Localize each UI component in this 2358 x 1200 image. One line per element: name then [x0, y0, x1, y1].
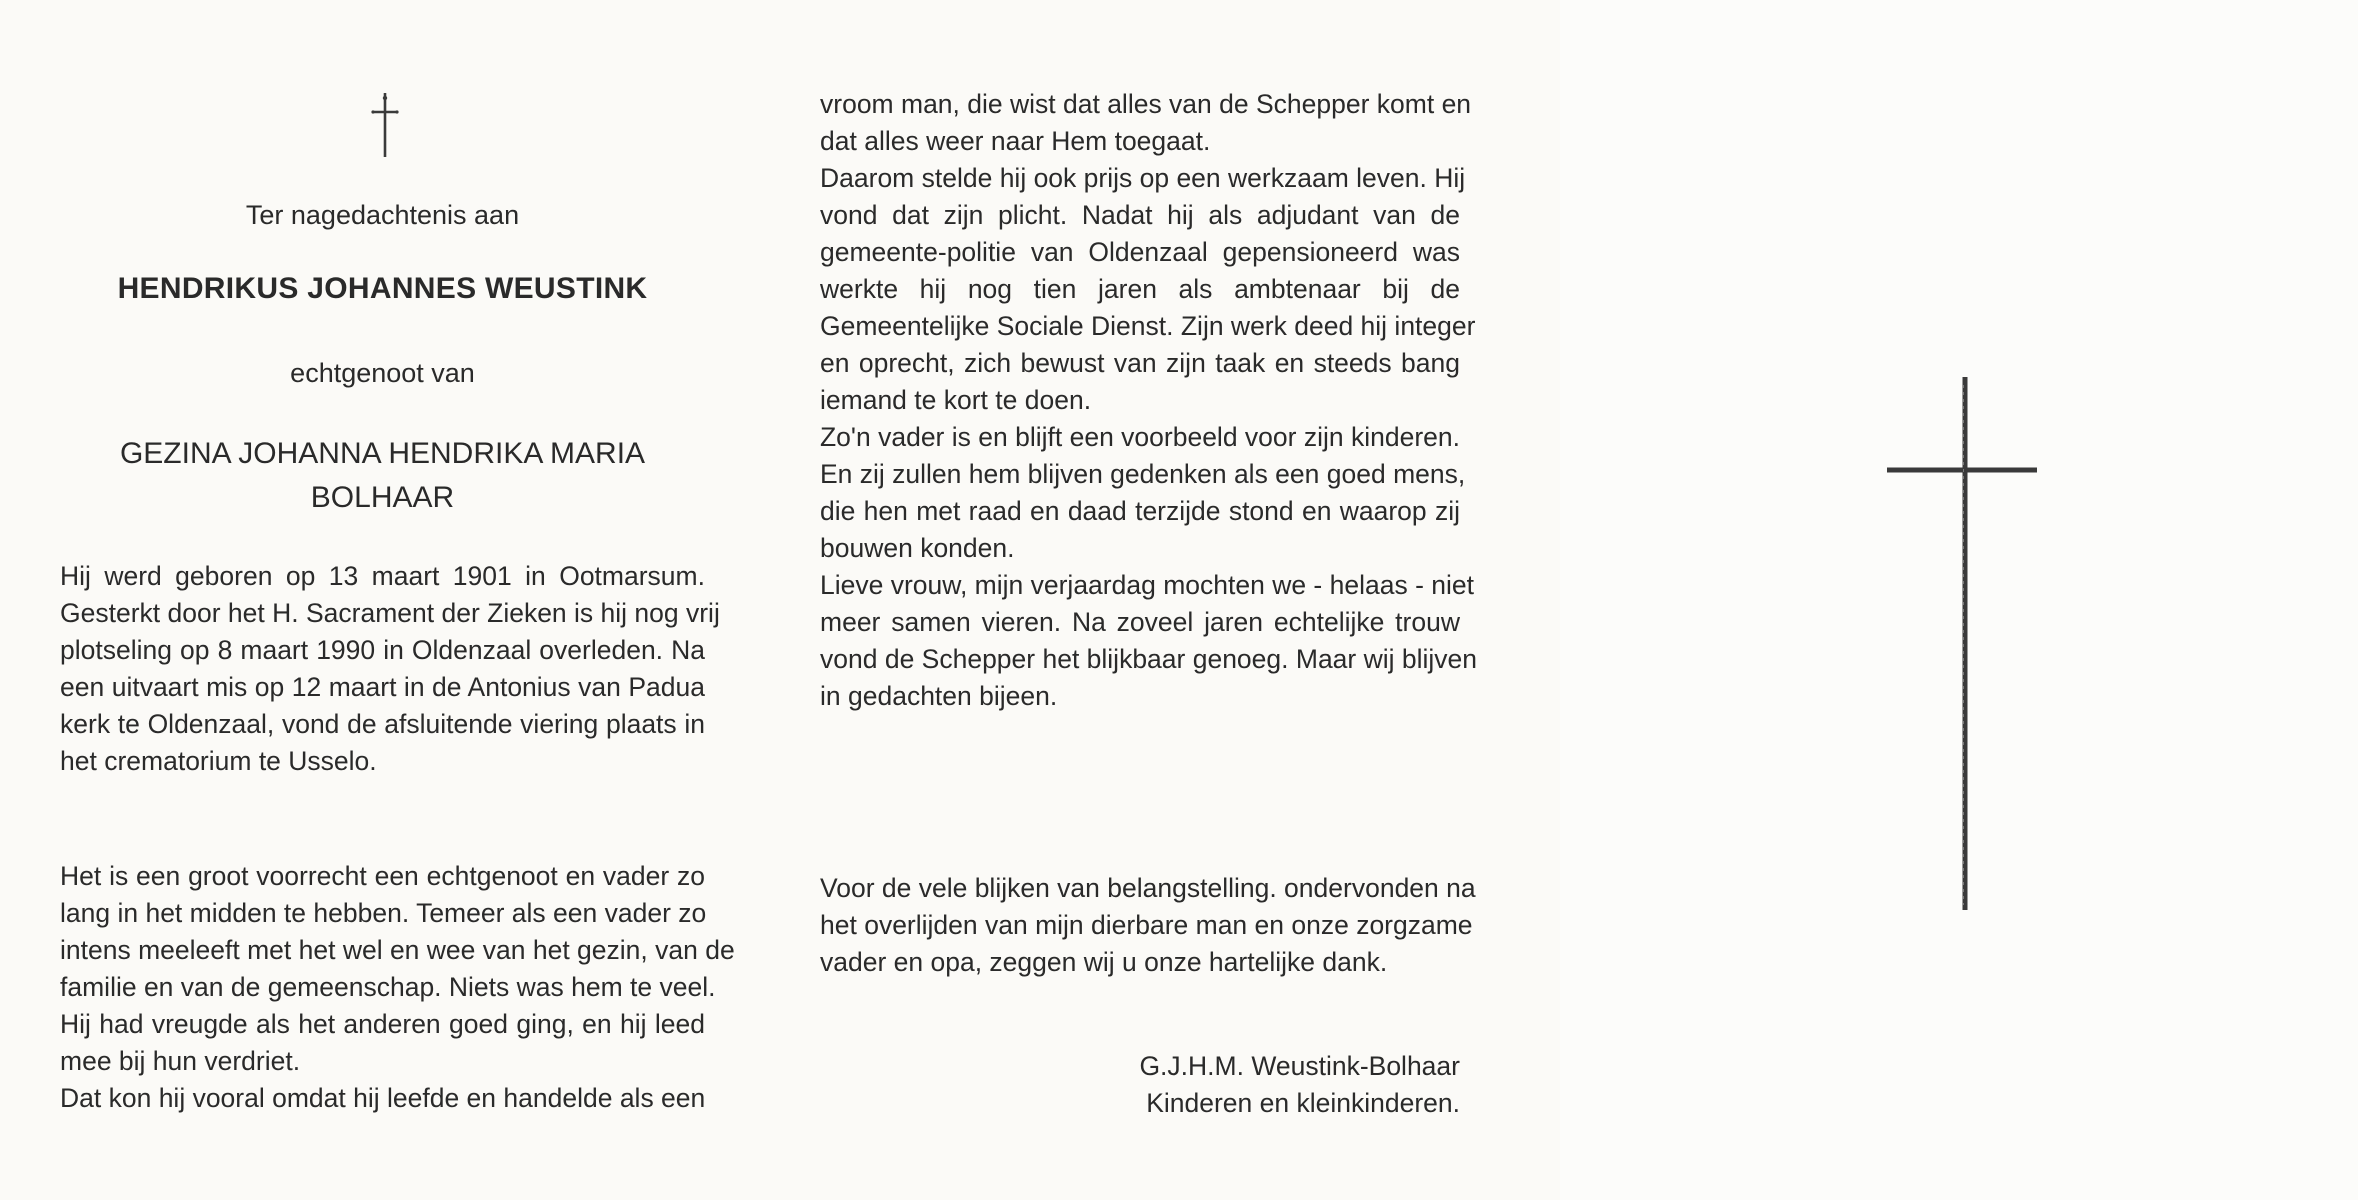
text-line: vader en opa, zeggen wij u onze hartelijke dank.	[820, 947, 1388, 977]
text-line: vond dat zijn plicht. Nadat hij als adjudant van de	[820, 200, 1460, 230]
text-line: Voor de vele blijken van belangstelling. ondervonden na	[820, 873, 1476, 903]
spouse-name-line-1: GEZINA JOHANNA HENDRIKA MARIA	[119, 437, 646, 470]
text-line: Daarom stelde hij ook prijs op een werkzaam leven. Hij	[820, 163, 1466, 193]
text-line: intens meeleeft met het wel en wee van het gezin, van de	[60, 935, 735, 965]
text-line: En zij zullen hem blijven gedenken als een goed mens,	[820, 459, 1466, 489]
intro-text: Ter nagedachtenis aan	[245, 200, 520, 230]
text-line: Lieve vrouw, mijn verjaardag mochten we - helaas - niet	[820, 570, 1474, 600]
text-line: Hij had vreugde als het anderen goed ging, en hij leed	[60, 1009, 705, 1039]
signature-line-1: G.J.H.M. Weustink-Bolhaar	[1139, 1051, 1460, 1081]
text-line: mee bij hun verdriet.	[60, 1046, 301, 1076]
continuation-paragraph	[820, 86, 1478, 715]
tribute-paragraph	[60, 858, 735, 1117]
text-line: vond de Schepper het blijkbaar genoeg. Maar wij blijven	[820, 644, 1478, 674]
text-line: gemeente-politie van Oldenzaal gepensioneerd was	[820, 237, 1460, 267]
text-line: die hen met raad en daad terzijde stond en waarop zij	[820, 496, 1460, 526]
spouse-name	[60, 432, 705, 520]
text-line: het overlijden van mijn dierbare man en onze zorgzame	[820, 910, 1473, 940]
spouse-label: echtgenoot van	[290, 358, 475, 388]
text-line: lang in het midden te hebben. Temeer als een vader zo	[60, 898, 707, 928]
text-line: het crematorium te Usselo.	[60, 746, 377, 776]
text-line: een uitvaart mis op 12 maart in de Antonius van Padua	[60, 672, 705, 702]
right-panel	[1560, 0, 2358, 1200]
text-line: Het is een groot voorrecht een echtgenoot en vader zo	[60, 861, 705, 891]
spouse-name-line-2: BOLHAAR	[310, 481, 455, 514]
text-line: kerk te Oldenzaal, vond de afsluitende viering plaats in	[60, 709, 705, 739]
text-line: Zo'n vader is en blijft een voorbeeld voor zijn kinderen.	[820, 422, 1460, 452]
text-line: iemand te kort te doen.	[820, 385, 1092, 415]
middle-panel	[820, 0, 1478, 1200]
text-line: vroom man, die wist dat alles van de Schepper komt en	[820, 89, 1472, 119]
text-line: Dat kon hij vooral omdat hij leefde en handelde als een	[60, 1083, 706, 1113]
text-line: meer samen vieren. Na zoveel jaren echtelijke trouw	[820, 607, 1460, 637]
birth-paragraph	[60, 558, 720, 780]
text-line: familie en van de gemeenschap. Niets was hem te veel.	[60, 972, 716, 1002]
text-line: bouwen konden.	[820, 533, 1015, 563]
text-line: dat alles weer naar Hem toegaat.	[820, 126, 1211, 156]
text-line: in gedachten bijeen.	[820, 681, 1058, 711]
text-line: werkte hij nog tien jaren als ambtenaar bij de	[820, 274, 1460, 304]
signature-line-2: Kinderen en kleinkinderen.	[1146, 1088, 1460, 1118]
text-line: Gemeentelijke Sociale Dienst. Zijn werk deed hij integer	[820, 311, 1476, 341]
small-cross-icon	[365, 90, 405, 160]
text-line: Hij werd geboren op 13 maart 1901 in Ootmarsum.	[60, 561, 705, 591]
text-line: plotseling op 8 maart 1990 in Oldenzaal overleden. Na	[60, 635, 705, 665]
thanks-paragraph	[820, 870, 1476, 981]
text-line: en oprecht, zich bewust van zijn taak en steeds bang	[820, 348, 1460, 378]
text-line: Gesterkt door het H. Sacrament der Zieken is hij nog vrij	[60, 598, 720, 628]
signature	[1060, 1048, 1460, 1122]
left-panel	[60, 0, 735, 1200]
large-cross-icon	[1885, 375, 2045, 915]
deceased-name: HENDRIKUS JOHANNES WEUSTINK	[117, 272, 648, 305]
